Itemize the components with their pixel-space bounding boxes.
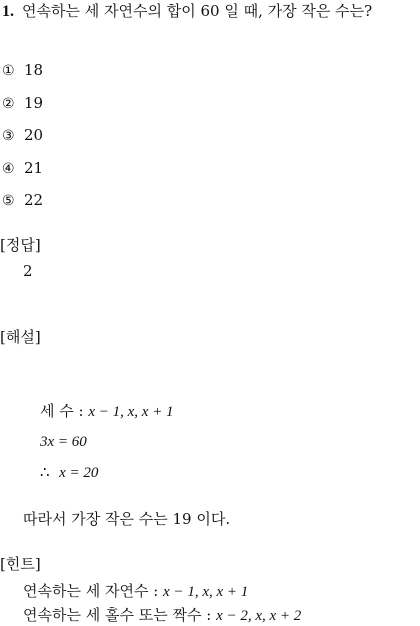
explanation-line-3-math: x = 20 <box>59 465 99 481</box>
hint-line-2-prefix: 연속하는 세 홀수 또는 짝수 : <box>23 606 217 624</box>
hint-line-1-prefix: 연속하는 세 자연수 : <box>23 582 164 600</box>
choice-1-value: 18 <box>24 61 44 79</box>
hint-line-2-math: x − 2, x, x + 2 <box>216 608 302 624</box>
choice-3[interactable] <box>2 126 43 145</box>
choice-2[interactable] <box>2 94 43 113</box>
hint-line-1 <box>23 582 248 601</box>
choice-4-value: 21 <box>24 159 44 177</box>
explanation-line-2 <box>40 432 87 451</box>
choice-4-mark: ④ <box>2 161 15 177</box>
choice-1[interactable] <box>2 61 43 80</box>
hint-line-2 <box>23 606 301 625</box>
choice-1-mark: ① <box>2 63 15 79</box>
hint-line-1-math: x − 1, x, x + 1 <box>163 584 249 600</box>
question-line <box>2 2 372 21</box>
hint-label: [힌트] <box>0 555 41 573</box>
question-text: 연속하는 세 자연수의 합이 60 일 때, 가장 작은 수는? <box>22 2 373 20</box>
question-number: 1. <box>2 3 14 20</box>
explanation-line-3 <box>40 463 98 482</box>
explanation-conclusion: 따라서 가장 작은 수는 19 이다. <box>23 510 231 528</box>
explanation-line-1-math: x − 1, x, x + 1 <box>88 404 174 420</box>
choice-2-mark: ② <box>2 96 15 112</box>
answer-label: [정답] <box>0 236 41 254</box>
choice-4[interactable] <box>2 159 43 178</box>
choice-2-value: 19 <box>24 94 44 112</box>
answer-value: 2 <box>23 262 33 280</box>
choice-5[interactable] <box>2 191 43 210</box>
explanation-line-2-math: 3x = 60 <box>40 434 87 450</box>
choice-3-mark: ③ <box>2 128 15 144</box>
choice-5-mark: ⑤ <box>2 193 15 209</box>
explanation-label: [해설] <box>0 328 41 346</box>
explanation-line-1-prefix: 세 수 : <box>40 402 89 420</box>
explanation-line-1 <box>40 402 174 421</box>
choice-5-value: 22 <box>24 191 44 209</box>
therefore-symbol: ∴ <box>40 465 50 481</box>
choice-3-value: 20 <box>24 126 44 144</box>
